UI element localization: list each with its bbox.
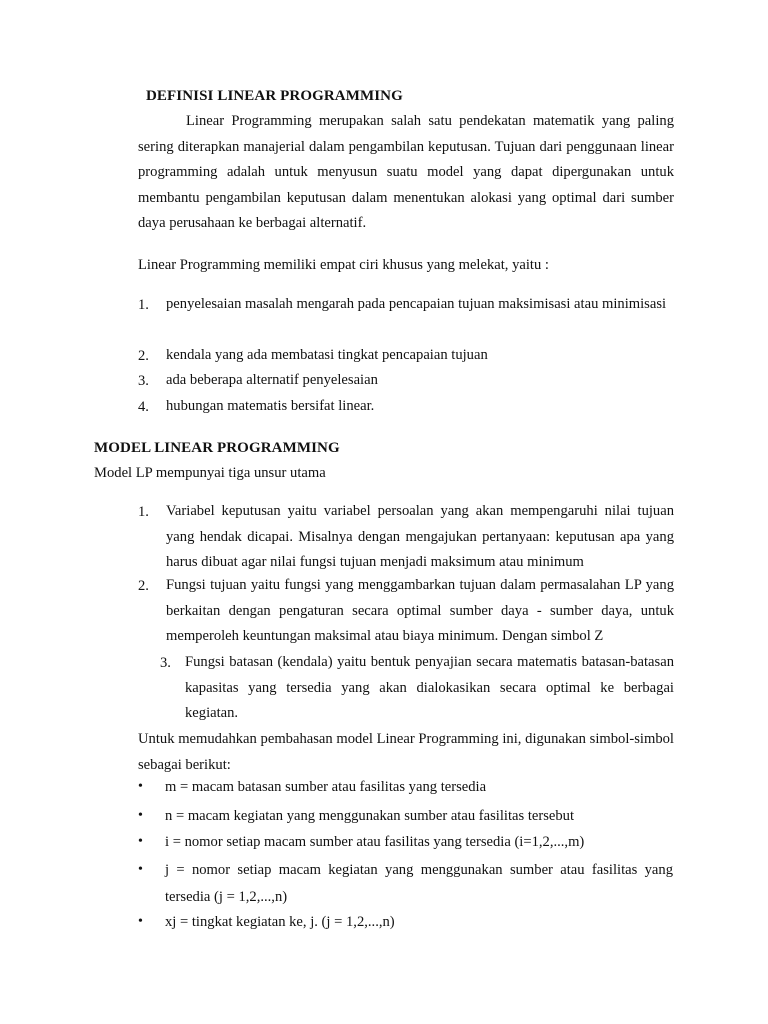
list-number: 4. xyxy=(138,399,149,415)
definition-paragraph: Linear Programming merupakan salah satu pendekatan matematik yang paling sering diterapkan manajerial dalam pengambilan keputusan. Tujuan dari penggunaan linear programming adalah untuk menyusun suatu model yang dapat dipergunakan untuk membantu pengambilan keputusan dalam menentukan alokasi yang optimal dari sumber daya perusahaan ke berbagai alternatif. xyxy=(138,113,674,231)
list-number: 2. xyxy=(138,348,149,364)
list-text: kendala yang ada membatasi tingkat pencapaian tujuan xyxy=(166,347,488,363)
bullet-icon: • xyxy=(138,914,143,929)
symbol-text: i = nomor setiap macam sumber atau fasilitas yang tersedia (i=1,2,...,m) xyxy=(165,834,585,850)
symbol-text: m = macam batasan sumber atau fasilitas yang tersedia xyxy=(165,779,487,795)
symbols-intro: Untuk memudahkan pembahasan model Linear Programming ini, digunakan simbol-simbol sebagai berikut: xyxy=(138,731,674,773)
list-number: 1. xyxy=(138,297,149,313)
list-text: Variabel keputusan yaitu variabel persoalan yang akan mempengaruhi nilai tujuan yang hendak dicapai. Misalnya dengan mengajukan pertanyaan: keputusan apa yang harus dibuat agar nilai fungsi tujuan menjadi maksimum atau minimum xyxy=(166,503,674,570)
list-number: 3. xyxy=(160,655,171,671)
bullet-icon: • xyxy=(138,862,143,877)
symbol-text: j = nomor setiap macam kegiatan yang menggunakan sumber atau fasilitas yang tersedia (j = 1,2,...,n) xyxy=(165,862,673,905)
bullet-icon: • xyxy=(138,779,143,794)
list-text: hubungan matematis bersifat linear. xyxy=(166,398,375,414)
list-text: Fungsi batasan (kendala) yaitu bentuk penyajian secara matematis batasan-batasan kapasitas yang tersedia yang akan dialokasikan secara optimal ke berbagai kegiatan. xyxy=(185,654,674,721)
list-number: 1. xyxy=(138,504,149,520)
symbol-text: n = macam kegiatan yang menggunakan sumber atau fasilitas tersebut xyxy=(165,808,575,824)
heading-definisi: DEFINISI LINEAR PROGRAMMING xyxy=(146,88,403,104)
bullet-icon: • xyxy=(138,834,143,849)
heading-model: MODEL LINEAR PROGRAMMING xyxy=(94,440,340,456)
characteristics-intro: Linear Programming memiliki empat ciri khusus yang melekat, yaitu : xyxy=(138,257,549,273)
list-number: 3. xyxy=(138,373,149,389)
list-text: penyelesaian masalah mengarah pada pencapaian tujuan maksimisasi atau minimisasi xyxy=(166,296,667,312)
list-text: ada beberapa alternatif penyelesaian xyxy=(166,372,378,388)
bullet-icon: • xyxy=(138,808,143,823)
list-text: Fungsi tujuan yaitu fungsi yang menggambarkan tujuan dalam permasalahan LP yang berkaitan dengan pengaturan secara optimal sumber daya - sumber daya, untuk memperoleh keuntungan maksimal atau biaya minimum. Dengan simbol Z xyxy=(166,577,674,644)
model-intro: Model LP mempunyai tiga unsur utama xyxy=(94,465,326,481)
symbol-text: xj = tingkat kegiatan ke, j. (j = 1,2,...,n) xyxy=(165,914,395,930)
list-number: 2. xyxy=(138,578,149,594)
